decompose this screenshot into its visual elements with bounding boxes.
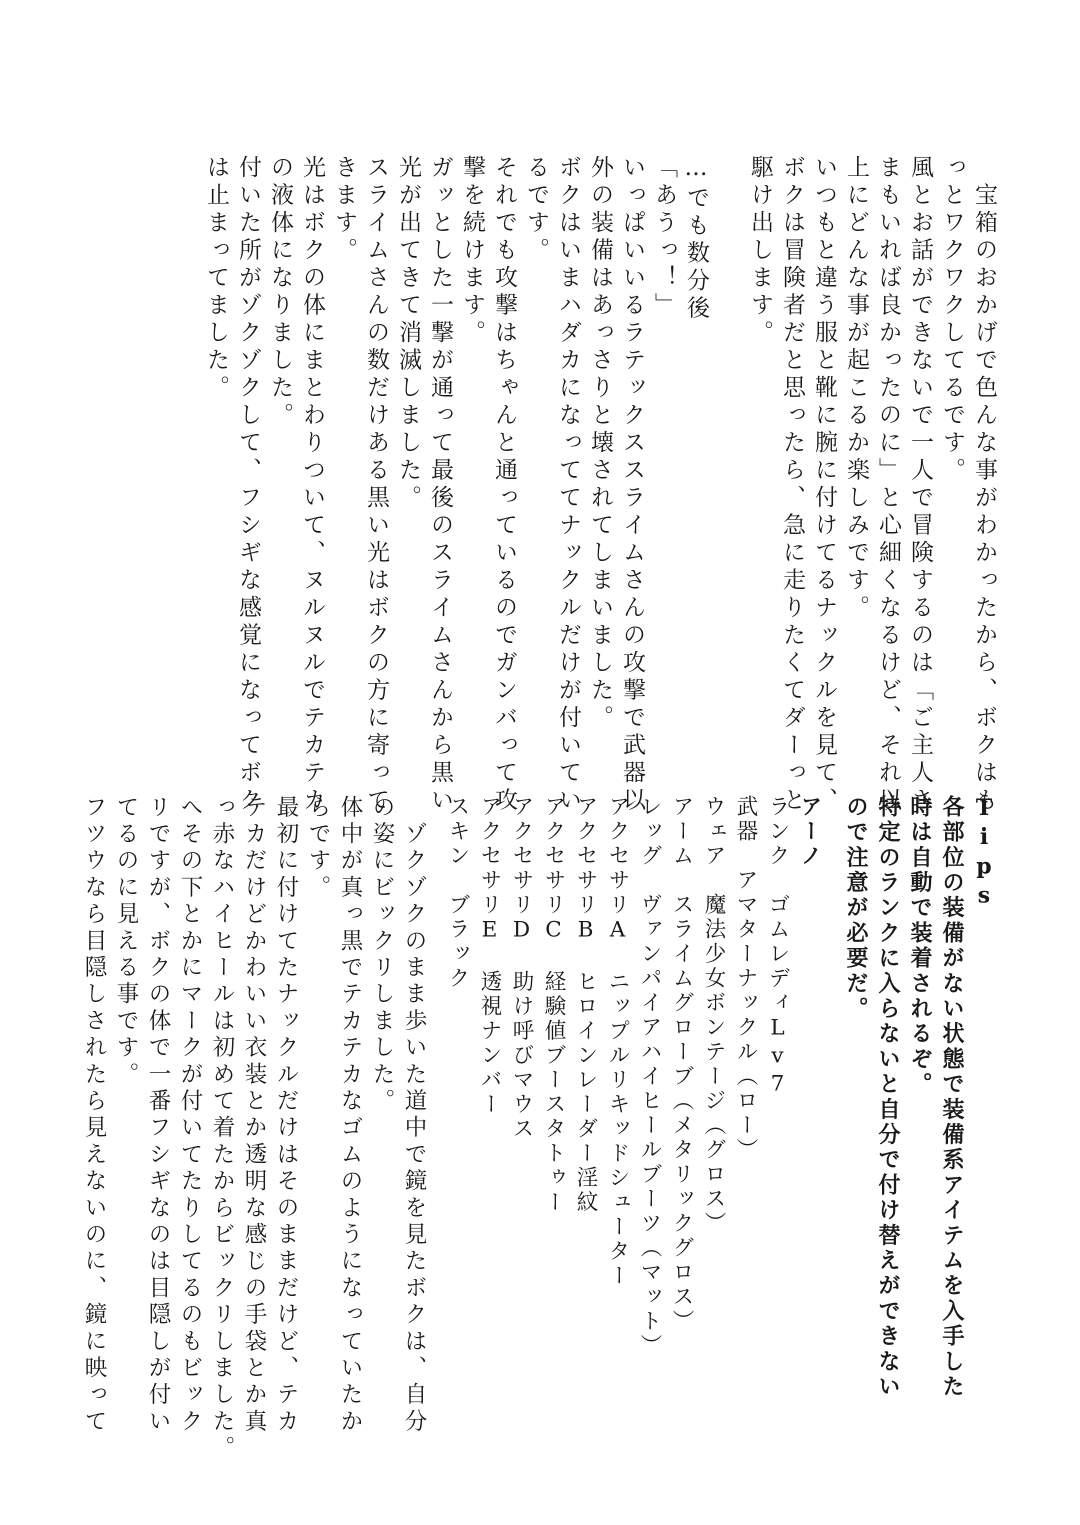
equipment-item: アクセサリA ニップルリキッドシューター — [605, 795, 630, 1289]
text-line: 風とお話ができないで一人で冒険するのは「ご主人さ — [907, 155, 933, 815]
text-line: スライムさんの数だけある黒い光はボクの方に寄って — [363, 155, 389, 815]
tips-title: Tips — [971, 795, 997, 912]
equipment-item: ランク ゴムレディLv7 — [765, 795, 790, 1100]
tips-line: 特定のランクに入らないと自分で付け替えができない — [875, 795, 901, 1400]
text-line: 光が出てきて消滅しました。 — [395, 155, 421, 513]
text-line: は止まってました。 — [203, 155, 229, 403]
text-line: …でも数分後 — [683, 155, 709, 323]
equipment-item: ウェア 魔法少女ボンテージ（グロス） — [701, 795, 726, 1236]
text-line: 撃を続けます。 — [459, 155, 485, 348]
text-line: 光はボクの体にまとわりついて、ヌルヌルでテカテカ — [299, 155, 325, 815]
story-text-upper — [120, 155, 1000, 815]
text-line: いつもと違う服と靴に腕に付けてるナックルを見て、 — [811, 155, 837, 815]
tips-line: ので注意が必要だ。 — [843, 795, 869, 1022]
text-line: まもいれば良かったのに」と心細くなるけど、それ以 — [875, 155, 901, 815]
text-line: リですが、ボクの体で一番フシギなのは目隠しが付い — [145, 795, 171, 1436]
text-line: 最初に付けてたナックルだけはそのままだけど、テカ — [273, 795, 299, 1436]
tips-box — [800, 795, 1000, 1400]
equipment-item: スキン ブラック — [445, 795, 470, 991]
text-line: るです。 — [523, 155, 549, 265]
text-line: テカだけどかわいい衣装とか透明な感じの手袋とか真 — [241, 795, 267, 1436]
blank-line — [712, 155, 744, 755]
text-line: っとワクワクしてるです。 — [939, 155, 965, 485]
text-line: 「あうっ！」 — [651, 155, 677, 320]
text-line: へその下とかにマークが付いてたりしてるのもビック — [177, 795, 203, 1436]
equipment-item: レッグ ヴァンパイアハイヒールブーツ（マット） — [637, 795, 662, 1359]
text-line: てるのに見える事です。 — [113, 795, 139, 1089]
text-line: フツウなら目隠しされたら見えないのに、鏡に映って — [81, 795, 107, 1436]
text-line: ボクはいまハダカになっててナックルだけが付いてい — [555, 155, 581, 815]
equipment-item: アクセサリD 助け呼びマウス — [509, 795, 534, 1142]
text-line: らです。 — [305, 795, 331, 902]
text-line: いっぱいいるラテックススライムさんの攻撃で武器以 — [619, 155, 645, 815]
equipment-item: アーム スライムグローブ（メタリックグロス） — [669, 795, 694, 1334]
story-text-lower — [81, 795, 430, 1463]
text-line: 上にどんな事が起こるか楽しみです。 — [843, 155, 869, 623]
tips-line: 時は自動で装着されるぞ。 — [907, 795, 933, 1098]
text-line: っ赤なハイヒールは初めて着たからビックリしました。 — [209, 795, 235, 1463]
text-line: 宝箱のおかげで色んな事がわかったから、ボクはも — [971, 155, 997, 815]
equipment-list — [445, 795, 825, 1395]
equipment-item: アクセサリB ヒロインレーダー淫紋 — [573, 795, 598, 1215]
equipment-item: 武器 アマターナックル（ロー） — [733, 795, 758, 1163]
text-line: 体中が真っ黒でテカテカなゴムのようになっていたか — [337, 795, 363, 1436]
text-line: 外の装備はあっさりと壊されてしまいました。 — [587, 155, 613, 733]
text-line: ゾクゾクのまま歩いた道中で鏡を見たボクは、自分 — [401, 795, 427, 1436]
text-line: 付いた所がゾクゾクして、フシギな感覚になってボク — [235, 155, 261, 815]
text-line: の姿にビックリしました。 — [369, 795, 395, 1116]
text-line: の液体になりました。 — [267, 155, 293, 430]
text-line: ガッとした一撃が通って最後のスライムさんから黒い — [427, 155, 453, 815]
character-name: アーノ — [797, 795, 822, 869]
text-line: それでも攻撃はちゃんと通っているのでガンバって攻 — [491, 155, 517, 815]
tips-line: 各部位の装備がない状態で装備系アイテムを入手した — [939, 795, 965, 1400]
text-line: 駆け出します。 — [747, 155, 773, 348]
equipment-item: アクセサリE 透視ナンバー — [477, 795, 502, 1117]
equipment-item: アクセサリC 経験値ブースタトゥー — [541, 795, 566, 1215]
text-line: ボクは冒険者だと思ったら、急に走りたくてダーっと — [779, 155, 805, 815]
text-line: きます。 — [331, 155, 357, 265]
